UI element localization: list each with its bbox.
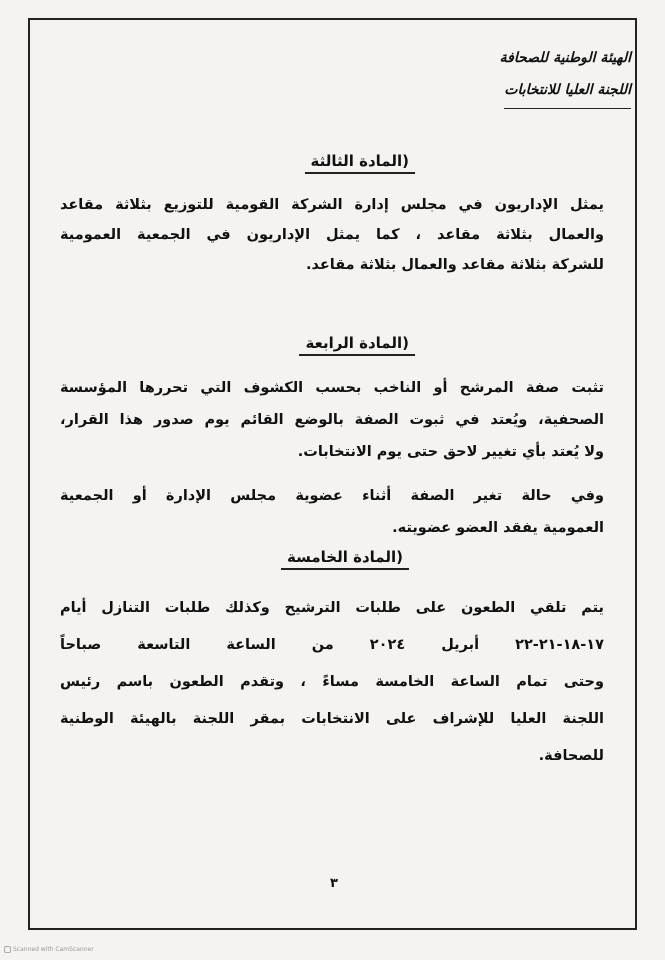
page-number: ٣	[330, 876, 338, 891]
document-header	[500, 42, 631, 109]
article-5-title: ( المادة الخامسة	[281, 548, 409, 570]
text-line: يمثل الإداريون في مجلس إدارة الشركة القومية للتوزيع بثلاثة مقاعد	[60, 197, 604, 213]
article-5-text	[60, 590, 604, 775]
article-3-title: ( المادة الثالثة	[305, 152, 415, 174]
text-line: الصحفية، ويُعتد في ثبوت الصفة بالوضع القائم يوم صدور هذا القرار،	[60, 412, 604, 428]
text-line: وفي حالة تغير الصفة أثناء عضوية مجلس الإدارة أو الجمعية	[60, 488, 604, 504]
text-line: ولا يُعتد بأي تغيير لاحق حتى يوم الانتخابات.	[297, 444, 604, 460]
text-line: والعمال بثلاثة مقاعد ، كما يمثل الإداريون في الجمعية العمومية	[60, 227, 604, 243]
text-line: وحتى تمام الساعة الخامسة مساءً ، وتقدم الطعون باسم رئيس	[60, 674, 604, 690]
text-line: للصحافة.	[538, 748, 604, 764]
text-line: اللجنة العليا للإشراف على الانتخابات بمقر اللجنة بالهيئة الوطنية	[60, 711, 604, 727]
text-line: العمومية يفقد العضو عضويته.	[392, 520, 604, 536]
header-organization: الهيئة الوطنية للصحافة	[499, 50, 631, 66]
article-3-text	[60, 190, 604, 280]
header-committee: اللجنة العليا للانتخابات	[504, 74, 631, 109]
scanner-icon	[4, 946, 11, 953]
text-line: يتم تلقي الطعون على طلبات الترشيح وكذلك طلبات التنازل أيام	[60, 600, 604, 616]
article-4-text	[60, 372, 604, 468]
article-4-title: ( المادة الرابعة	[299, 334, 415, 356]
text-line: للشركة بثلاثة مقاعد والعمال بثلاثة مقاعد.	[306, 257, 604, 273]
scanner-watermark	[4, 946, 94, 953]
article-4-text-2	[60, 480, 604, 544]
text-line: ١٧-١٨-٢١-٢٢ أبريل ٢٠٢٤ من الساعة التاسعة صباحاً	[60, 637, 604, 653]
scanner-watermark-text: Scanned with CamScanner	[13, 946, 94, 953]
text-line: تثبت صفة المرشح أو الناخب بحسب الكشوف التي تحررها المؤسسة	[60, 380, 604, 396]
